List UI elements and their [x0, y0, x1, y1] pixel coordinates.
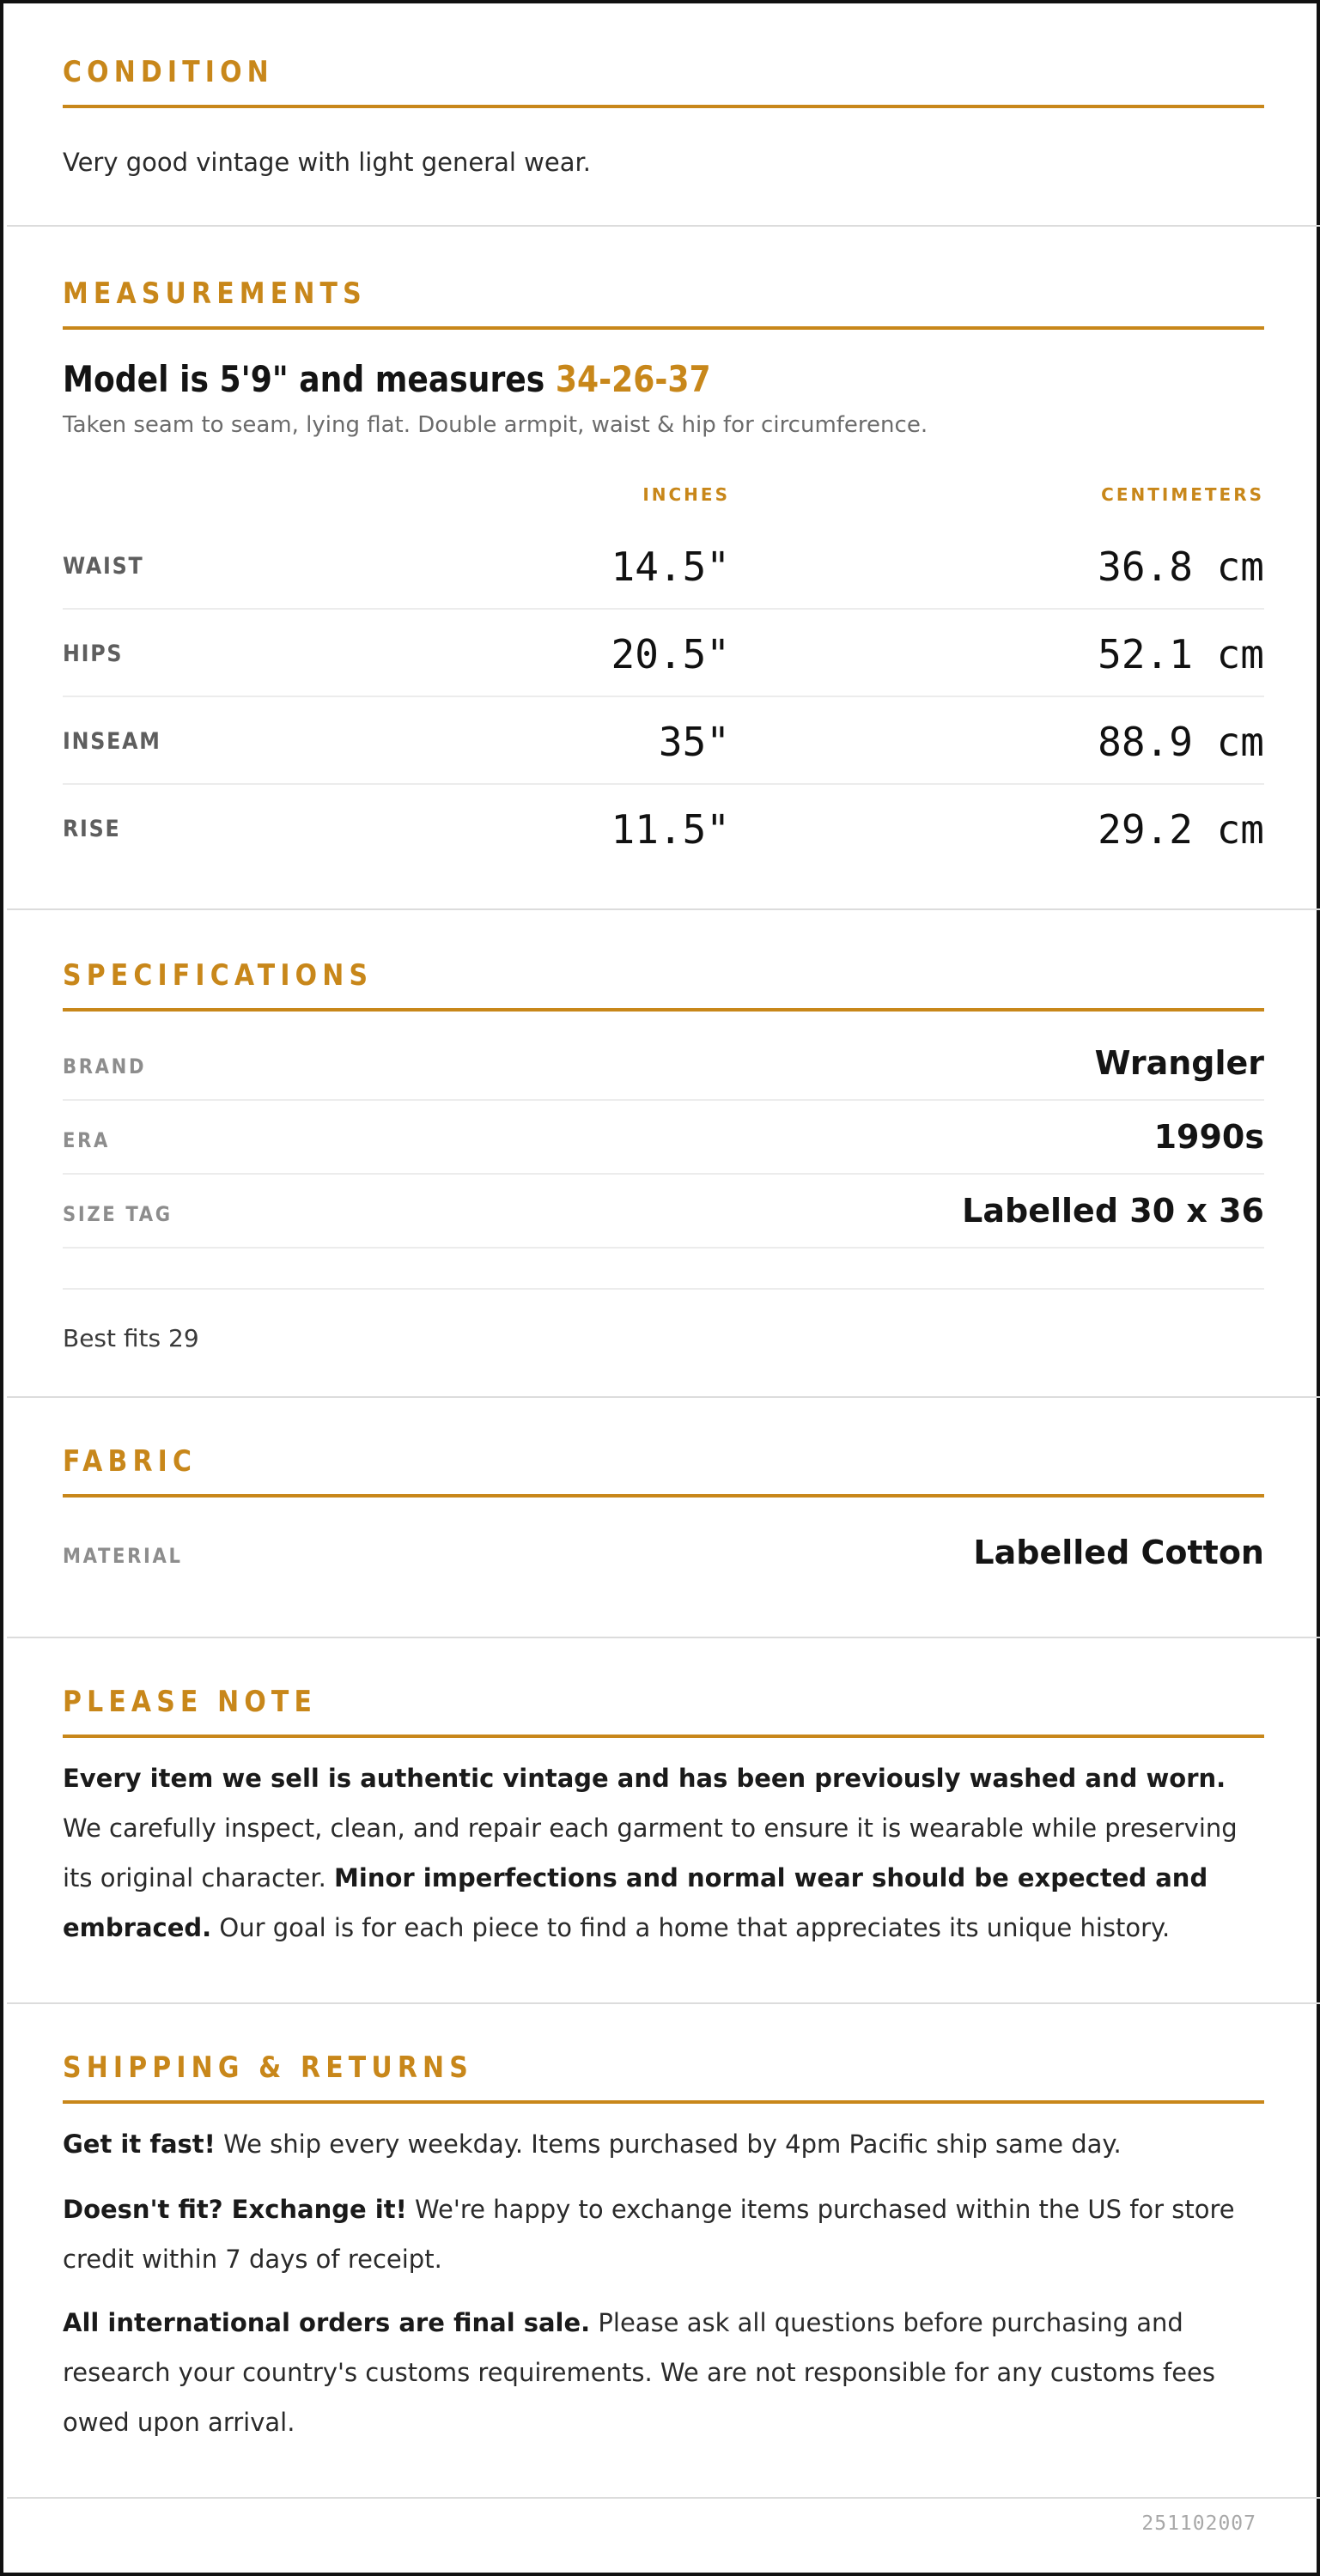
measurement-inches: 20.5"	[611, 631, 730, 677]
measurement-label: INSEAM	[63, 728, 161, 755]
exchange-text: We're happy to exchange items purchased within the US for store credit within 7 days of receipt.	[63, 2195, 1235, 2274]
international-text: Please ask all questions before purchasing and research your country's customs requirements. We are not responsible for any customs fees owed upon arrival.	[63, 2308, 1215, 2437]
specifications-section	[7, 910, 1320, 1398]
fabric-row-material	[63, 1516, 1264, 1590]
measurement-row-inseam	[63, 697, 1264, 785]
measurement-inches: 14.5"	[611, 544, 730, 590]
spec-row-size-tag	[63, 1175, 1264, 1249]
spec-value: 1990s	[1153, 1118, 1264, 1156]
shipping-fast-paragraph	[63, 2119, 1264, 2169]
spec-row-era	[63, 1101, 1264, 1175]
condition-heading: CONDITION	[63, 55, 274, 89]
measurement-method: Taken seam to seam, lying flat. Double armpit, waist & hip for circumference.	[63, 412, 928, 438]
goal-text: Our goal is for each piece to find a home that appreciates its unique history.	[211, 1913, 1171, 1942]
fabric-section	[7, 1398, 1320, 1638]
spec-row-brand	[63, 1027, 1264, 1101]
fabric-rule	[63, 1494, 1264, 1498]
centimeters-column-header: CENTIMETERS	[1101, 484, 1264, 505]
please-note-heading: PLEASE NOTE	[63, 1685, 318, 1719]
please-note-section	[7, 1638, 1320, 2004]
measurements-heading: MEASUREMENTS	[63, 276, 367, 311]
measurement-cm: 88.9 cm	[1098, 719, 1264, 765]
please-note-rule	[63, 1735, 1264, 1738]
measurement-cm: 36.8 cm	[1098, 544, 1264, 590]
exchange-title: Doesn't fit? Exchange it!	[63, 2195, 407, 2224]
international-title: All international orders are final sale.	[63, 2308, 591, 2337]
fabric-value: Labelled Cotton	[973, 1534, 1264, 1571]
specifications-heading: SPECIFICATIONS	[63, 958, 374, 993]
measurement-label: RISE	[63, 816, 121, 842]
measurement-inches: 35"	[658, 719, 730, 765]
measurement-label: WAIST	[63, 553, 144, 580]
fabric-heading: FABRIC	[63, 1444, 198, 1479]
please-note-text	[63, 1753, 1264, 1953]
fit-note: Best fits 29	[63, 1324, 199, 1352]
shipping-heading: SHIPPING & RETURNS	[63, 2050, 473, 2085]
authentic-statement: Every item we sell is authentic vintage and has been previously washed and worn.	[63, 1764, 1226, 1793]
shipping-fast-title: Get it fast!	[63, 2129, 216, 2159]
shipping-fast-text: We ship every weekday. Items purchased by 4pm Pacific ship same day.	[215, 2129, 1122, 2159]
measurement-row-hips	[63, 610, 1264, 697]
measurement-inches: 11.5"	[611, 806, 730, 853]
model-info	[63, 355, 711, 404]
measurement-cm: 29.2 cm	[1098, 806, 1264, 853]
spec-label: SIZE TAG	[63, 1202, 173, 1226]
condition-rule	[63, 105, 1264, 108]
measurements-section	[7, 227, 1320, 910]
exchange-paragraph	[63, 2184, 1264, 2284]
shipping-section	[7, 2004, 1320, 2499]
condition-section	[7, 3, 1320, 227]
imperfections-statement: Minor imperfections and normal wear should be expected and embraced.	[63, 1863, 1208, 1942]
product-code: 251102007	[1141, 2512, 1256, 2535]
international-paragraph	[63, 2298, 1264, 2447]
inches-column-header: INCHES	[642, 484, 730, 505]
fabric-label: MATERIAL	[63, 1544, 183, 1568]
shipping-rule	[63, 2100, 1264, 2104]
model-measures: 34-26-37	[555, 358, 711, 400]
measurements-rule	[63, 326, 1264, 330]
spec-divider	[63, 1288, 1264, 1290]
spec-value: Labelled 30 x 36	[962, 1192, 1264, 1230]
spec-value: Wrangler	[1094, 1044, 1264, 1082]
measurement-row-waist	[63, 522, 1264, 610]
measurement-row-rise	[63, 785, 1264, 872]
measurement-label: HIPS	[63, 641, 124, 667]
model-prefix: Model is 5'9" and measures	[63, 358, 556, 400]
spec-label: ERA	[63, 1128, 110, 1152]
measurement-cm: 52.1 cm	[1098, 631, 1264, 677]
condition-text: Very good vintage with light general wear.	[63, 148, 591, 177]
specifications-rule	[63, 1008, 1264, 1012]
care-text: We carefully inspect, clean, and repair each garment to ensure it is wearable while preserving its original character.	[63, 1814, 1238, 1893]
spec-label: BRAND	[63, 1054, 147, 1078]
